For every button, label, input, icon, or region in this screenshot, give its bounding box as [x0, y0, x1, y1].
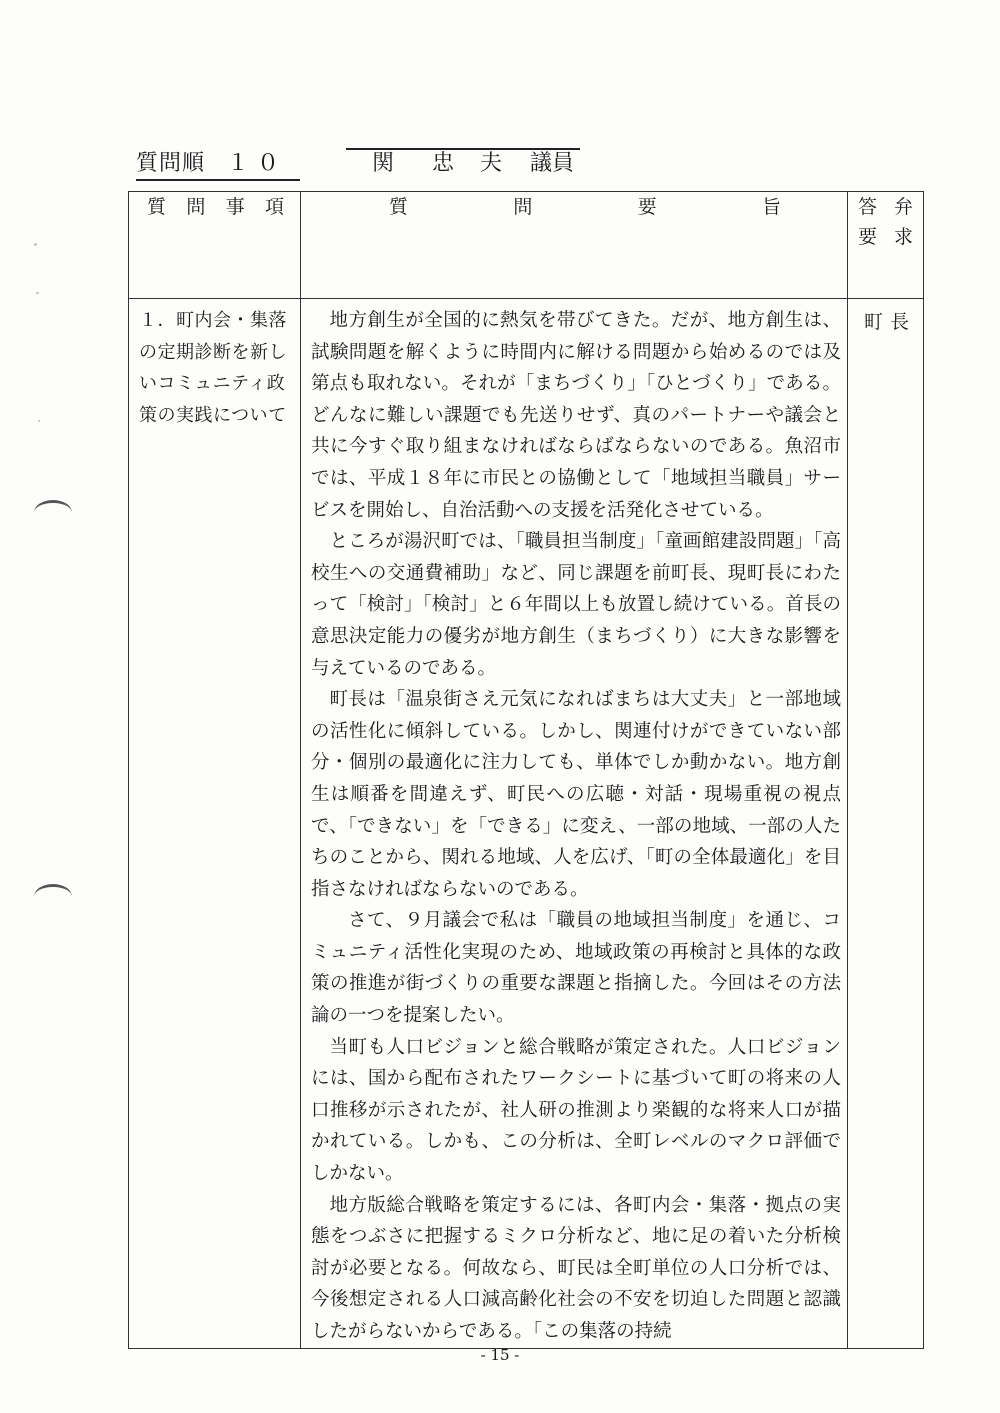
councillor-name — [346, 146, 580, 176]
name-char-1: 関 — [372, 151, 395, 176]
paragraph: 地方創生が全国的に熱気を帯びてきた。だが、地方創生は、試験問題を解くように時間内に解ける問題から始めるのでは及第点も取れない。それが「まちづくり」「ひとづくり」である。どんなに難しい課題でも先送りせず、真のパートナーや議会と共に今すぐ取り組まなければならばならないのである。魚沼市では、平成１８年に市民との協働として「地域担当職員」サービスを開始し、自治活動への支援を活発化させている。 — [311, 310, 841, 521]
topic-header-char: 問 — [186, 196, 206, 218]
responder-header — [848, 192, 924, 299]
paragraph: さて、９月議会で私は「職員の地域担当制度」を通じ、コミュニティ活性化実現のため、地域政策の再検討と具体的な政策の推進が街づくりの重要な課題と指摘した。今回はその方法論の一つを提案したい。 — [311, 910, 841, 1027]
responder-header-char: 要 — [858, 226, 878, 248]
responder-header-char: 答 — [858, 196, 878, 218]
responder-header-char: 求 — [893, 226, 913, 248]
table-row — [129, 299, 924, 1349]
content-header-char: 要 — [637, 196, 657, 218]
paragraph: 地方版総合戦略を策定するには、各町内会・集落・拠点の実態をつぶさに把握するミクロ分析など、地に足の着いた分析検討が必要となる。何故なら、町民は全町単位の人口分析では、今後想定される人口減高齢化社会の不安を切迫した問題と認識したがらないからである。「この集落の持続 — [311, 1194, 841, 1342]
topic-header-char: 項 — [264, 196, 284, 218]
name-char-3: 夫 — [480, 151, 503, 176]
scan-smudge — [38, 420, 40, 422]
question-order-number: １０ — [227, 151, 288, 176]
question-table — [128, 191, 924, 1349]
table-header-row — [129, 192, 924, 299]
paragraph: 当町も人口ビジョンと総合戦略が策定された。人口ビジョンには、国から配布されたワークシートに基づいて町の将来の人口推移が示されたが、社人研の推測より楽観的な将来人口が描かれている。しかも、この分析は、全町レベルのマクロ評価でしかない。 — [311, 1036, 841, 1185]
responder-header-char: 弁 — [893, 196, 913, 218]
punch-hole-mark — [34, 500, 72, 525]
topic-header-char: 質 — [147, 196, 167, 218]
scan-smudge — [34, 243, 37, 246]
content-header-char: 問 — [513, 196, 533, 218]
page-number: - 15 - — [480, 1346, 520, 1364]
name-char-2: 忠 — [432, 151, 455, 176]
page-header — [0, 146, 1000, 186]
paragraph: 町長は「温泉街さえ元気になればまちは大丈夫」と一部地域の活性化に傾斜している。しかし、関連付けができていない部分・個別の最適化に注力しても、単体でしか動かない。地方創生は順番を間違えず、町民への広聴・対話・現場重視の視点で、「できない」を「できる」に変え、一部の地域、一部の人たちのことから、関れる地域、人を広げ、「町の全体最適化」を目指さなければならないのである。 — [311, 689, 841, 900]
question-content — [301, 299, 847, 1348]
topic-cell — [129, 299, 301, 1349]
responder-char: 町 — [864, 311, 884, 333]
question-order — [136, 146, 300, 181]
content-header — [301, 192, 848, 299]
scan-smudge — [36, 292, 39, 294]
content-header-char: 旨 — [761, 196, 781, 218]
responder-char: 長 — [889, 311, 909, 333]
paragraph: ところが湯沢町では、「職員担当制度」「童画館建設問題」「高校生への交通費補助」など、同じ課題を前町長、現町長にわたって「検討」「検討」と６年間以上も放置し続けている。首長の意思決定能力の優劣が地方創生（まちづくり）に大きな影響を与えているのである。 — [311, 531, 841, 679]
topic-header — [129, 192, 301, 299]
question-topic: １．町内会・集落の定期診断を新しいコミュニティ政策の実践について — [139, 310, 287, 426]
name-char-4: 議員 — [530, 151, 575, 176]
content-header-char: 質 — [389, 196, 409, 218]
punch-hole-mark — [34, 884, 72, 909]
question-order-label: 質問順 — [136, 151, 206, 176]
topic-header-char: 事 — [225, 196, 245, 218]
responder-cell — [848, 299, 924, 1349]
content-cell — [301, 299, 848, 1349]
